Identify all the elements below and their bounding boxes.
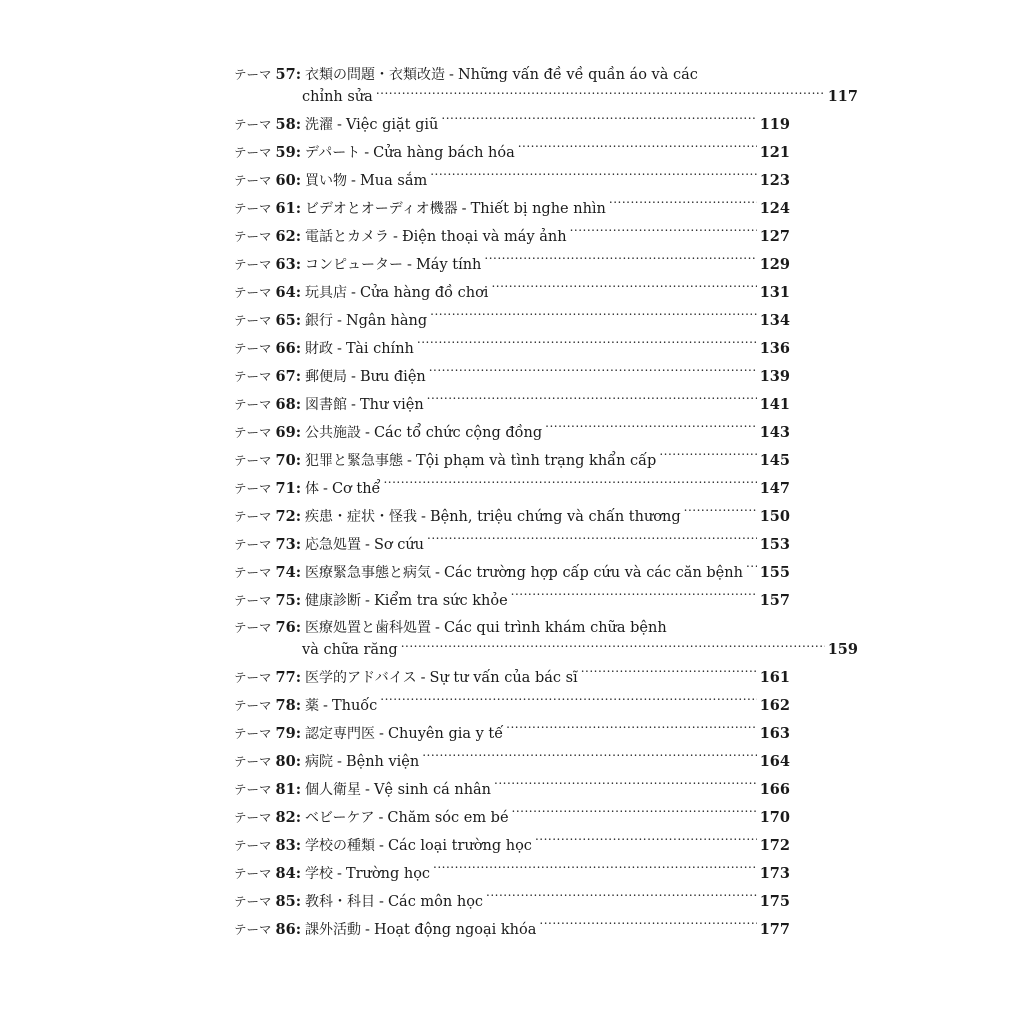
toc-entry[interactable] xyxy=(234,888,790,916)
toc-entry[interactable] xyxy=(234,748,790,776)
japanese-title: 応急処置 xyxy=(305,537,362,553)
japanese-title: 学校の種類 xyxy=(305,838,376,854)
theme-prefix: テーマ xyxy=(234,754,272,769)
title-separator: - xyxy=(323,481,328,497)
theme-number: 82: xyxy=(275,809,302,826)
dot-leader xyxy=(422,752,756,766)
toc-entry[interactable] xyxy=(234,139,790,167)
vietnamese-title: Hoạt động ngoại khóa xyxy=(373,922,537,938)
dot-leader xyxy=(380,696,756,710)
page-number: 129 xyxy=(759,256,790,273)
theme-prefix: テーマ xyxy=(234,620,272,635)
theme-prefix: テーマ xyxy=(234,285,272,300)
toc-entry-line xyxy=(234,559,790,587)
toc-entry-line xyxy=(234,748,790,776)
toc-entry-line xyxy=(234,615,790,639)
vietnamese-title: Những vấn đề về quần áo và các xyxy=(457,67,698,83)
toc-entry[interactable] xyxy=(234,447,790,475)
toc-entry-line xyxy=(234,335,790,363)
toc-entry[interactable] xyxy=(234,776,790,804)
toc-entry-line xyxy=(234,776,790,804)
japanese-title: 健康診断 xyxy=(305,593,362,609)
toc-entry-line xyxy=(234,419,790,447)
japanese-title: 体 xyxy=(305,481,320,497)
toc-entry-line xyxy=(234,720,790,748)
toc-entry[interactable] xyxy=(234,419,790,447)
japanese-title: 電話とカメラ xyxy=(305,229,390,245)
vietnamese-title: Các qui trình khám chữa bệnh xyxy=(443,620,667,636)
vietnamese-title: Vệ sinh cá nhân xyxy=(373,782,492,798)
theme-prefix: テーマ xyxy=(234,782,272,797)
dot-leader xyxy=(427,535,757,549)
theme-number: 61: xyxy=(275,200,302,217)
vietnamese-title: Điện thoại và máy ảnh xyxy=(401,229,567,245)
toc-entry[interactable] xyxy=(234,251,790,279)
toc-entry[interactable] xyxy=(234,804,790,832)
toc-entry-line xyxy=(234,804,790,832)
theme-number: 65: xyxy=(275,312,302,329)
dot-leader xyxy=(486,892,757,906)
toc-entry[interactable] xyxy=(234,832,790,860)
japanese-title: 財政 xyxy=(305,341,334,357)
dot-leader xyxy=(383,479,756,493)
japanese-title: 衣類の問題・衣類改造 xyxy=(305,67,446,83)
vietnamese-title: Việc giặt giũ xyxy=(345,117,439,133)
toc-entry[interactable] xyxy=(234,195,790,223)
dot-leader xyxy=(539,920,756,934)
toc-entry-line xyxy=(234,195,790,223)
page-number: 123 xyxy=(759,172,790,189)
title-separator: - xyxy=(379,894,384,910)
toc-entry[interactable] xyxy=(234,307,790,335)
vietnamese-title: Mua sắm xyxy=(359,173,428,189)
vietnamese-title: Thư viện xyxy=(359,397,424,413)
theme-prefix: テーマ xyxy=(234,866,272,881)
page-number: 153 xyxy=(759,536,790,553)
japanese-title: 洗濯 xyxy=(305,117,334,133)
page-number: 131 xyxy=(759,284,790,301)
toc-entry[interactable] xyxy=(234,475,790,503)
page-number: 139 xyxy=(759,368,790,385)
page-number: 117 xyxy=(827,88,858,105)
toc-entry-line xyxy=(234,692,790,720)
japanese-title: 図書館 xyxy=(305,397,348,413)
dot-leader xyxy=(512,808,757,822)
toc-entry-line xyxy=(234,475,790,503)
vietnamese-title: Sơ cứu xyxy=(373,537,425,553)
page-number: 141 xyxy=(759,396,790,413)
vietnamese-title: Trường học xyxy=(345,866,431,882)
title-separator: - xyxy=(379,726,384,742)
toc-entry-line xyxy=(234,391,790,419)
page-number: 155 xyxy=(759,564,790,581)
toc-entry[interactable] xyxy=(234,587,790,615)
title-separator: - xyxy=(364,145,370,161)
toc-entry[interactable] xyxy=(234,279,790,307)
table-of-contents xyxy=(234,62,858,944)
page-number: 166 xyxy=(759,781,790,798)
page-number: 162 xyxy=(759,697,790,714)
title-separator: - xyxy=(351,397,356,413)
theme-number: 86: xyxy=(275,921,302,938)
theme-number: 70: xyxy=(275,452,302,469)
toc-entry-line xyxy=(234,111,790,139)
japanese-title: 病院 xyxy=(305,754,334,770)
theme-number: 74: xyxy=(275,564,302,581)
vietnamese-title: Bưu điện xyxy=(359,369,426,385)
toc-entry-line xyxy=(234,167,790,195)
vietnamese-title: Bệnh, triệu chứng và chấn thương xyxy=(429,509,681,525)
toc-entry[interactable] xyxy=(234,531,790,559)
title-separator: - xyxy=(407,453,412,469)
title-separator: - xyxy=(393,229,398,245)
page-number: 163 xyxy=(759,725,790,742)
dot-leader xyxy=(581,668,757,682)
theme-prefix: テーマ xyxy=(234,425,272,440)
vietnamese-title: Các tổ chức cộng đồng xyxy=(373,425,543,441)
theme-number: 71: xyxy=(275,480,302,497)
page-number: 127 xyxy=(759,228,790,245)
toc-entry[interactable] xyxy=(234,615,858,664)
title-separator: - xyxy=(365,537,370,553)
dot-leader xyxy=(545,423,757,437)
dot-leader xyxy=(491,283,756,297)
toc-entry-line xyxy=(234,531,790,559)
theme-prefix: テーマ xyxy=(234,894,272,909)
dot-leader xyxy=(433,864,757,878)
toc-entry[interactable] xyxy=(234,335,790,363)
page-number: 170 xyxy=(759,809,790,826)
theme-prefix: テーマ xyxy=(234,313,272,328)
title-separator: - xyxy=(337,866,342,882)
theme-number: 58: xyxy=(275,116,302,133)
toc-entry-line xyxy=(234,860,790,888)
theme-number: 72: xyxy=(275,508,302,525)
theme-prefix: テーマ xyxy=(234,537,272,552)
japanese-title: コンピューター xyxy=(305,257,404,273)
theme-prefix: テーマ xyxy=(234,201,272,216)
japanese-title: 医療処置と歯科処置 xyxy=(305,620,432,636)
dot-leader xyxy=(506,724,757,738)
toc-entry[interactable] xyxy=(234,391,790,419)
theme-number: 66: xyxy=(275,340,302,357)
toc-entry[interactable] xyxy=(234,559,790,587)
page-number: 119 xyxy=(759,116,790,133)
theme-prefix: テーマ xyxy=(234,397,272,412)
dot-leader xyxy=(746,563,757,577)
theme-prefix: テーマ xyxy=(234,481,272,496)
page-number: 150 xyxy=(759,508,790,525)
page-number: 161 xyxy=(759,669,790,686)
theme-number: 60: xyxy=(275,172,302,189)
vietnamese-title: Sự tư vấn của bác sĩ xyxy=(429,670,578,686)
theme-prefix: テーマ xyxy=(234,593,272,608)
theme-number: 75: xyxy=(275,592,302,609)
dot-leader xyxy=(484,255,756,269)
theme-number: 62: xyxy=(275,228,302,245)
page-number: 121 xyxy=(759,144,790,161)
title-separator: - xyxy=(337,117,342,133)
toc-entry-line xyxy=(234,503,790,531)
dot-leader xyxy=(430,171,756,185)
title-separator: - xyxy=(420,670,426,686)
theme-number: 63: xyxy=(275,256,302,273)
toc-entry-line xyxy=(234,639,858,664)
dot-leader xyxy=(518,143,757,157)
theme-prefix: テーマ xyxy=(234,145,272,160)
title-separator: - xyxy=(435,620,440,636)
toc-entry-line xyxy=(234,664,790,692)
japanese-title: 玩具店 xyxy=(305,285,348,301)
title-separator: - xyxy=(461,201,467,217)
dot-leader xyxy=(417,339,757,353)
japanese-title: 認定専門医 xyxy=(305,726,376,742)
toc-entry-line xyxy=(234,279,790,307)
japanese-title: 教科・科目 xyxy=(305,894,376,910)
toc-entry-line xyxy=(234,447,790,475)
toc-entry[interactable] xyxy=(234,692,790,720)
dot-leader xyxy=(376,87,825,101)
page-number: 175 xyxy=(759,893,790,910)
title-separator: - xyxy=(435,565,440,581)
theme-number: 76: xyxy=(275,619,302,636)
theme-number: 69: xyxy=(275,424,302,441)
toc-entry[interactable] xyxy=(234,720,790,748)
page-number: 173 xyxy=(759,865,790,882)
toc-entry[interactable] xyxy=(234,860,790,888)
page-number: 136 xyxy=(759,340,790,357)
title-separator: - xyxy=(337,341,342,357)
japanese-title: 医学的アドバイス xyxy=(305,670,417,686)
dot-leader xyxy=(511,591,757,605)
theme-prefix: テーマ xyxy=(234,565,272,580)
theme-prefix: テーマ xyxy=(234,922,272,937)
theme-number: 79: xyxy=(275,725,302,742)
page-number: 172 xyxy=(759,837,790,854)
toc-entry[interactable] xyxy=(234,167,790,195)
dot-leader xyxy=(494,780,757,794)
page-number: 143 xyxy=(759,424,790,441)
title-separator: - xyxy=(337,313,342,329)
toc-entry-line xyxy=(234,363,790,391)
theme-prefix: テーマ xyxy=(234,810,272,825)
theme-prefix: テーマ xyxy=(234,117,272,132)
toc-entry-line xyxy=(234,888,790,916)
theme-number: 57: xyxy=(275,66,302,83)
japanese-title: 銀行 xyxy=(305,313,334,329)
theme-number: 84: xyxy=(275,865,302,882)
dot-leader xyxy=(535,836,757,850)
japanese-title: 犯罪と緊急事態 xyxy=(305,453,404,469)
page-number: 134 xyxy=(759,312,790,329)
toc-entry-line xyxy=(234,223,790,251)
theme-prefix: テーマ xyxy=(234,173,272,188)
vietnamese-title: Các trường hợp cấp cứu và các căn bệnh xyxy=(443,565,743,581)
vietnamese-title: Các loại trường học xyxy=(387,838,532,854)
theme-prefix: テーマ xyxy=(234,257,272,272)
theme-number: 81: xyxy=(275,781,302,798)
theme-number: 78: xyxy=(275,697,302,714)
vietnamese-title: Ngân hàng xyxy=(345,313,428,329)
theme-number: 64: xyxy=(275,284,302,301)
toc-entry[interactable] xyxy=(234,111,790,139)
theme-number: 77: xyxy=(275,669,302,686)
title-separator: - xyxy=(351,369,356,385)
theme-prefix: テーマ xyxy=(234,453,272,468)
title-separator: - xyxy=(351,173,356,189)
theme-number: 73: xyxy=(275,536,302,553)
theme-number: 83: xyxy=(275,837,302,854)
dot-leader xyxy=(609,199,757,213)
theme-prefix: テーマ xyxy=(234,369,272,384)
toc-entry-line xyxy=(234,307,790,335)
theme-number: 85: xyxy=(275,893,302,910)
toc-entry-line xyxy=(234,62,790,86)
toc-entry[interactable] xyxy=(234,62,858,111)
vietnamese-title: Tội phạm và tình trạng khẩn cấp xyxy=(415,453,657,469)
dot-leader xyxy=(427,395,757,409)
toc-entry[interactable] xyxy=(234,503,790,531)
title-separator: - xyxy=(379,838,384,854)
japanese-title: デパート xyxy=(305,145,361,161)
toc-entry-line xyxy=(234,86,858,111)
vietnamese-title: Tài chính xyxy=(345,341,414,357)
vietnamese-title: Cơ thể xyxy=(331,481,381,497)
theme-prefix: テーマ xyxy=(234,670,272,685)
page-number: 124 xyxy=(759,200,790,217)
page-number: 157 xyxy=(759,592,790,609)
japanese-title: 薬 xyxy=(305,698,320,714)
toc-entry[interactable] xyxy=(234,223,790,251)
page-number: 159 xyxy=(827,641,858,658)
page-number: 164 xyxy=(759,753,790,770)
japanese-title: 郵便局 xyxy=(305,369,348,385)
title-separator: - xyxy=(323,698,328,714)
japanese-title: ビデオとオーディオ機器 xyxy=(305,201,458,217)
japanese-title: 医療緊急事態と病気 xyxy=(305,565,432,581)
japanese-title: 公共施設 xyxy=(305,425,362,441)
japanese-title: ベビーケア xyxy=(305,810,375,826)
toc-entry[interactable] xyxy=(234,363,790,391)
toc-entry[interactable] xyxy=(234,664,790,692)
toc-entry-line xyxy=(234,916,790,944)
theme-number: 67: xyxy=(275,368,302,385)
theme-prefix: テーマ xyxy=(234,838,272,853)
theme-number: 59: xyxy=(275,144,302,161)
page-number: 145 xyxy=(759,452,790,469)
title-separator: - xyxy=(449,67,454,83)
vietnamese-title: Các môn học xyxy=(387,894,484,910)
title-separator: - xyxy=(365,782,370,798)
title-separator: - xyxy=(378,810,384,826)
dot-leader xyxy=(429,367,757,381)
vietnamese-title: Kiểm tra sức khỏe xyxy=(373,593,508,609)
dot-leader xyxy=(430,311,757,325)
page-number: 147 xyxy=(759,480,790,497)
japanese-title: 学校 xyxy=(305,866,334,882)
toc-entry-line xyxy=(234,251,790,279)
title-separator: - xyxy=(337,754,342,770)
theme-prefix: テーマ xyxy=(234,726,272,741)
title-separator: - xyxy=(351,285,356,301)
vietnamese-title-continued: chỉnh sửa xyxy=(302,89,373,105)
theme-prefix: テーマ xyxy=(234,698,272,713)
japanese-title: 疾患・症状・怪我 xyxy=(305,509,418,525)
vietnamese-title: Bệnh viện xyxy=(345,754,420,770)
page-number: 177 xyxy=(759,921,790,938)
title-separator: - xyxy=(365,922,370,938)
theme-prefix: テーマ xyxy=(234,229,272,244)
toc-entry-line xyxy=(234,139,790,167)
dot-leader xyxy=(401,640,825,654)
vietnamese-title: Thuốc xyxy=(331,698,378,714)
vietnamese-title: Chuyên gia y tế xyxy=(387,726,504,742)
japanese-title: 買い物 xyxy=(305,173,348,189)
theme-number: 68: xyxy=(275,396,302,413)
theme-number: 80: xyxy=(275,753,302,770)
vietnamese-title-continued: và chữa răng xyxy=(302,642,398,658)
toc-entry-line xyxy=(234,587,790,615)
vietnamese-title: Máy tính xyxy=(415,257,482,273)
japanese-title: 課外活動 xyxy=(305,922,362,938)
theme-prefix: テーマ xyxy=(234,509,272,524)
title-separator: - xyxy=(365,593,370,609)
title-separator: - xyxy=(421,509,426,525)
toc-entry[interactable] xyxy=(234,916,790,944)
toc-entry-line xyxy=(234,832,790,860)
dot-leader xyxy=(684,507,757,521)
dot-leader xyxy=(570,227,757,241)
dot-leader xyxy=(659,451,756,465)
vietnamese-title: Cửa hàng đồ chơi xyxy=(359,285,489,301)
theme-prefix: テーマ xyxy=(234,341,272,356)
dot-leader xyxy=(441,115,756,129)
title-separator: - xyxy=(407,257,412,273)
vietnamese-title: Cửa hàng bách hóa xyxy=(373,145,515,161)
title-separator: - xyxy=(365,425,370,441)
japanese-title: 個人衛星 xyxy=(305,782,362,798)
vietnamese-title: Chăm sóc em bé xyxy=(387,810,509,826)
theme-prefix: テーマ xyxy=(234,67,272,82)
vietnamese-title: Thiết bị nghe nhìn xyxy=(470,201,606,217)
